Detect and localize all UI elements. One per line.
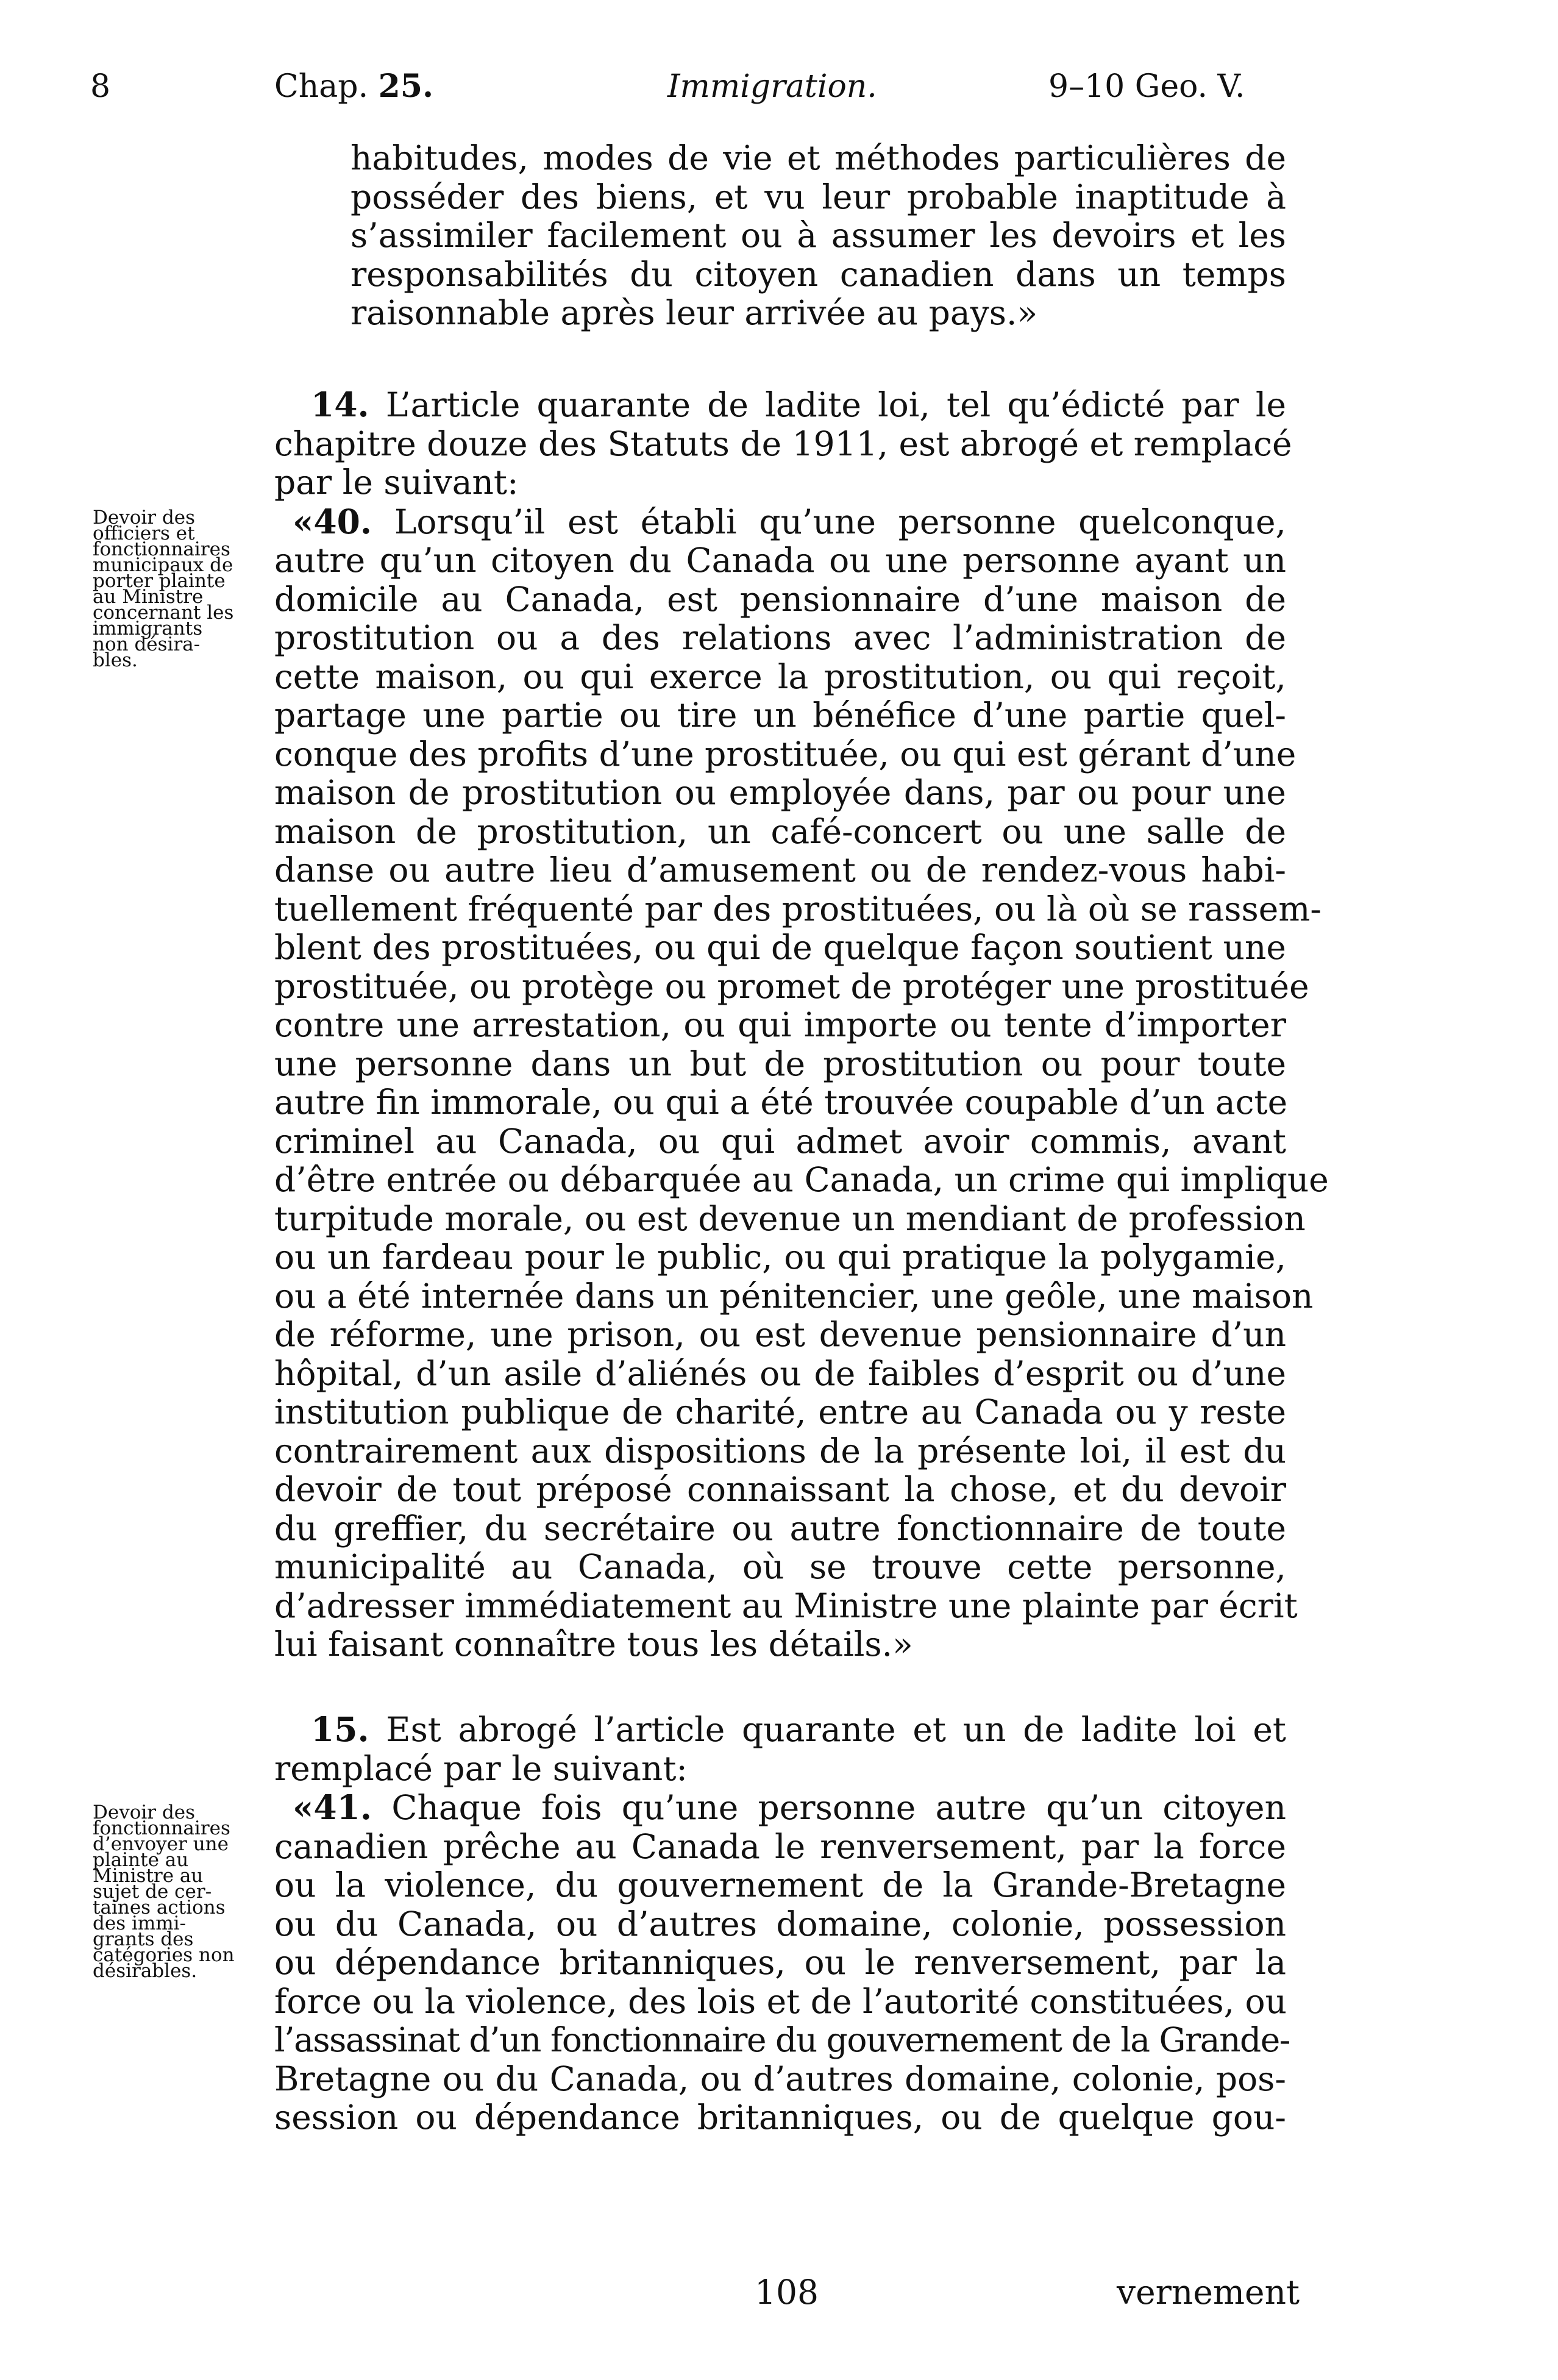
footer-page-number: 108 — [755, 2273, 819, 2312]
margin-note-line: catégories non — [93, 1944, 235, 1966]
text-line: L’article quarante de ladite loi, tel qu’édicté par le — [385, 385, 1286, 424]
article-intro-line — [274, 502, 1286, 542]
text-line: Chaque fois qu’une personne autre qu’un citoyen — [391, 1788, 1286, 1827]
text-line: criminel au Canada, ou qui admet avoir commis, avant — [274, 1121, 1286, 1161]
text-line: partage une partie ou tire un bénéfice d’une partie quel- — [274, 696, 1286, 735]
text-line: posséder des biens, et vu leur probable inaptitude à — [350, 177, 1286, 216]
text-line: autre fin immorale, ou qui a été trouvée coupable d’un acte — [274, 1083, 1288, 1122]
text-line: canadien prêche au Canada le renversement, par la force — [274, 1826, 1286, 1866]
text-line: Lorsqu’il est établi qu’une personne quelconque, — [394, 502, 1287, 541]
header-chapter — [274, 68, 433, 105]
text-line: session ou dépendance britanniques, ou de quelque gou- — [274, 2098, 1286, 2137]
section-number: 14. — [311, 385, 369, 424]
margin-note-line: immigrants — [93, 618, 203, 640]
text-line: blent des prostituées, ou qui de quelque façon soutient une — [274, 928, 1286, 967]
text-line: d’être entrée ou débarquée au Canada, un crime qui implique — [274, 1160, 1329, 1199]
text-line: danse ou autre lieu d’amusement ou de rendez-vous habi- — [274, 850, 1286, 889]
margin-note-line: bles. — [93, 649, 138, 671]
text-line: par le suivant: — [274, 463, 519, 502]
text-line: ou un fardeau pour le public, ou qui pratique la polygamie, — [274, 1238, 1286, 1277]
margin-note-line: Ministre au — [93, 1865, 204, 1887]
margin-note-line: fonctionnaires — [93, 538, 230, 560]
text-line: institution publique de charité, entre au Canada ou y reste — [274, 1392, 1286, 1431]
header-title: Immigration. — [667, 68, 877, 105]
header-chapter-number: 25. — [378, 68, 434, 105]
margin-note — [93, 1801, 266, 1982]
margin-note-line: grants des — [93, 1928, 194, 1950]
article-number: «40. — [293, 501, 372, 541]
text-line: remplacé par le suivant: — [274, 1748, 688, 1788]
text-line: turpitude morale, ou est devenue un mendiant de profession — [274, 1199, 1306, 1238]
section-14 — [274, 385, 1329, 1664]
section-number: 15. — [311, 1709, 369, 1749]
margin-note-line: concernant les — [93, 602, 234, 624]
margin-note-line: Devoir des — [93, 1801, 196, 1823]
margin-note-line: porter plainte — [93, 570, 226, 592]
text-line: Bretagne ou du Canada, ou d’autres domaine, colonie, pos- — [274, 2059, 1286, 2098]
text-line: force ou la violence, des lois et de l’autorité constituées, ou — [274, 1981, 1287, 2021]
text-line: d’adresser immédiatement au Ministre une plainte par écrit — [274, 1586, 1298, 1625]
text-line: maison de prostitution, un café-concert ou une salle de — [274, 811, 1286, 851]
text-line: autre qu’un citoyen du Canada ou une personne ayant un — [274, 541, 1286, 580]
margin-note-line: des immi- — [93, 1912, 187, 1934]
section-15 — [274, 1709, 1290, 2137]
margin-note-line: désirables. — [93, 1960, 197, 1982]
text-line: s’assimiler facilement ou à assumer les devoirs et les — [350, 216, 1286, 255]
text-line: ou la violence, du gouvernement de la Grande-Bretagne — [274, 1865, 1286, 1904]
header-chapter-prefix: Chap. — [274, 68, 369, 105]
text-line: contre une arrestation, ou qui importe ou tente d’importer — [274, 1005, 1286, 1044]
margin-note-line: Devoir des — [93, 507, 196, 529]
text-line: l’assassinat d’un fonctionnaire du gouvernement de la Grande- — [274, 2020, 1290, 2059]
margin-note-line: au Ministre — [93, 586, 204, 608]
article-number: «41. — [293, 1787, 372, 1827]
text-line: cette maison, ou qui exerce la prostitution, ou qui reçoit, — [274, 657, 1286, 696]
margin-note-line: d’envoyer une — [93, 1833, 229, 1855]
text-line: devoir de tout préposé connaissant la chose, et du devoir — [274, 1470, 1286, 1509]
text-line: une personne dans un but de prostitution ou pour toute — [274, 1044, 1286, 1083]
text-line: conque des profits d’une prostituée, ou qui est gérant d’une — [274, 734, 1297, 774]
text-line: ou a été internée dans un pénitencier, une geôle, une maison — [274, 1276, 1314, 1316]
text-line: prostitution ou a des relations avec l’administration de — [274, 618, 1286, 657]
text-line: raisonnable après leur arrivée au pays.» — [350, 293, 1038, 332]
text-line: responsabilités du citoyen canadien dans un temps — [350, 254, 1286, 294]
text-line: lui faisant connaître tous les détails.» — [274, 1625, 913, 1664]
text-line: chapitre douze des Statuts de 1911, est abrogé et remplacé — [274, 424, 1292, 463]
text-line: habitudes, modes de vie et méthodes particulières de — [350, 138, 1286, 177]
continued-paragraph — [350, 139, 1286, 333]
text-line: de réforme, une prison, ou est devenue pensionnaire d’un — [274, 1315, 1286, 1354]
margin-note-line: taines actions — [93, 1897, 226, 1919]
text-line: ou dépendance britanniques, ou le renversement, par la — [274, 1943, 1286, 1982]
section-intro-line — [274, 1710, 1286, 1750]
section-intro-line — [274, 385, 1286, 425]
margin-note-line: non désira- — [93, 633, 201, 655]
margin-note — [93, 507, 266, 671]
margin-note-line: officiers et — [93, 522, 195, 544]
margin-note-line: fonctionnaires — [93, 1817, 230, 1839]
footer-catchword: vernement — [1117, 2273, 1300, 2312]
text-line: domicile au Canada, est pensionnaire d’une maison de — [274, 579, 1286, 619]
text-line: contrairement aux dispositions de la présente loi, il est du — [274, 1431, 1286, 1470]
text-line: municipalité au Canada, où se trouve cette personne, — [274, 1547, 1286, 1586]
text-line: maison de prostitution ou employée dans, par ou pour une — [274, 773, 1286, 812]
text-line: tuellement fréquenté par des prostituées, ou là où se rassem- — [274, 889, 1321, 928]
article-intro-line — [274, 1788, 1286, 1828]
margin-note-line: sujet de cer- — [93, 1881, 212, 1903]
text-line: du greffier, du secrétaire ou autre fonctionnaire de toute — [274, 1508, 1286, 1548]
header-regnal-year: 9–10 Geo. V. — [1048, 68, 1245, 105]
header-page-number: 8 — [90, 68, 111, 105]
text-line: Est abrogé l’article quarante et un de ladite loi et — [386, 1710, 1287, 1749]
margin-note-line: plainte au — [93, 1849, 189, 1871]
text-line: prostituée, ou protège ou promet de protéger une prostituée — [274, 966, 1309, 1006]
margin-note-line: municipaux de — [93, 554, 233, 576]
text-line: ou du Canada, ou d’autres domaine, colonie, possession — [274, 1904, 1286, 1944]
text-line: hôpital, d’un asile d’aliénés ou de faibles d’esprit ou d’une — [274, 1353, 1286, 1393]
